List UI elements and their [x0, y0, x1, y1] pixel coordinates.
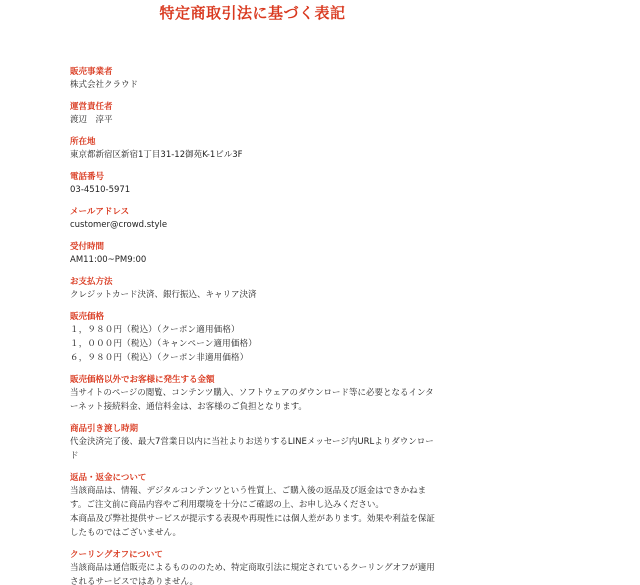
value-line: 03-4510-5971	[70, 185, 131, 195]
section-address	[70, 136, 440, 162]
value-line: AM11:00~PM9:00	[70, 255, 147, 265]
section-price	[70, 311, 440, 365]
section-payment	[70, 276, 440, 302]
section-label: 返品・返金について	[70, 473, 147, 483]
value-line: 株式会社クラウド	[70, 80, 139, 90]
section-label: 販売事業者	[70, 67, 113, 77]
section-value	[70, 148, 440, 162]
section-value	[70, 484, 440, 540]
section-value	[70, 253, 440, 267]
value-line: customer@crowd.style	[70, 220, 168, 230]
section-value	[70, 323, 440, 365]
section-value	[70, 561, 440, 585]
value-line: 当該商品は、情報、デジタルコンテンツという性質上、ご購入後の返品及び返金はできかねます。ご注文前に商品内容やご利用環境を十分にご確認の上、お申し込みください。	[70, 486, 427, 510]
section-label: 販売価格	[70, 312, 105, 322]
section-delivery	[70, 423, 440, 463]
section-value	[70, 435, 440, 463]
value-line: 代金決済完了後、最大7営業日以内に当社よりお送りするLINEメッセージ内URLよりダウンロード	[70, 437, 434, 461]
section-value	[70, 386, 440, 414]
section-label: 所在地	[70, 137, 96, 147]
section-value	[70, 113, 440, 127]
section-label: 商品引き渡し時期	[70, 424, 139, 434]
value-line: 当サイトのページの閲覧、コンテンツ購入、ソフトウェアのダウンロード等に必要となるインターネット接続料金、通信料金は、お客様のご負担となります。	[70, 388, 434, 412]
section-returns	[70, 472, 440, 540]
section-label: お支払方法	[70, 277, 113, 287]
section-value	[70, 218, 440, 232]
section-cooling-off	[70, 549, 440, 585]
section-value	[70, 288, 440, 302]
section-extra-fees	[70, 374, 440, 414]
section-label: 受付時間	[70, 242, 105, 252]
value-line: クレジットカード決済、銀行振込、キャリア決済	[70, 290, 257, 300]
section-hours	[70, 241, 440, 267]
section-value	[70, 78, 440, 92]
value-line: 当該商品は通信販売によるものののため、特定商取引法に規定されているクーリングオフが適用されるサービスではありません。	[70, 563, 435, 585]
section-value	[70, 183, 440, 197]
section-label: メールアドレス	[70, 207, 130, 217]
price-line: １，９８０円（税込）（クーポン適用価格）	[70, 325, 240, 335]
value-line: 本商品及び弊社提供サービスが提示する表現や再現性には個人差があります。効果や利益を保証したものではございません。	[70, 514, 435, 538]
section-label: 電話番号	[70, 172, 105, 182]
legal-notice-list	[70, 66, 440, 585]
price-line: ６，９８０円（税込）（クーポン非適用価格）	[70, 353, 249, 363]
value-line: 東京都新宿区新宿1丁目31-12御苑K-1ビル3F	[70, 150, 243, 160]
section-phone	[70, 171, 440, 197]
section-email	[70, 206, 440, 232]
section-label: クーリングオフについて	[70, 550, 163, 560]
section-manager	[70, 101, 440, 127]
section-label: 運営責任者	[70, 102, 113, 112]
price-line: １，０００円（税込）（キャンペーン適用価格）	[70, 339, 257, 349]
section-label: 販売価格以外でお客様に発生する金額	[70, 375, 215, 385]
page-title: 特定商取引法に基づく表記	[159, 4, 346, 22]
value-line: 渡辺 淳平	[70, 115, 113, 125]
section-seller	[70, 66, 440, 92]
